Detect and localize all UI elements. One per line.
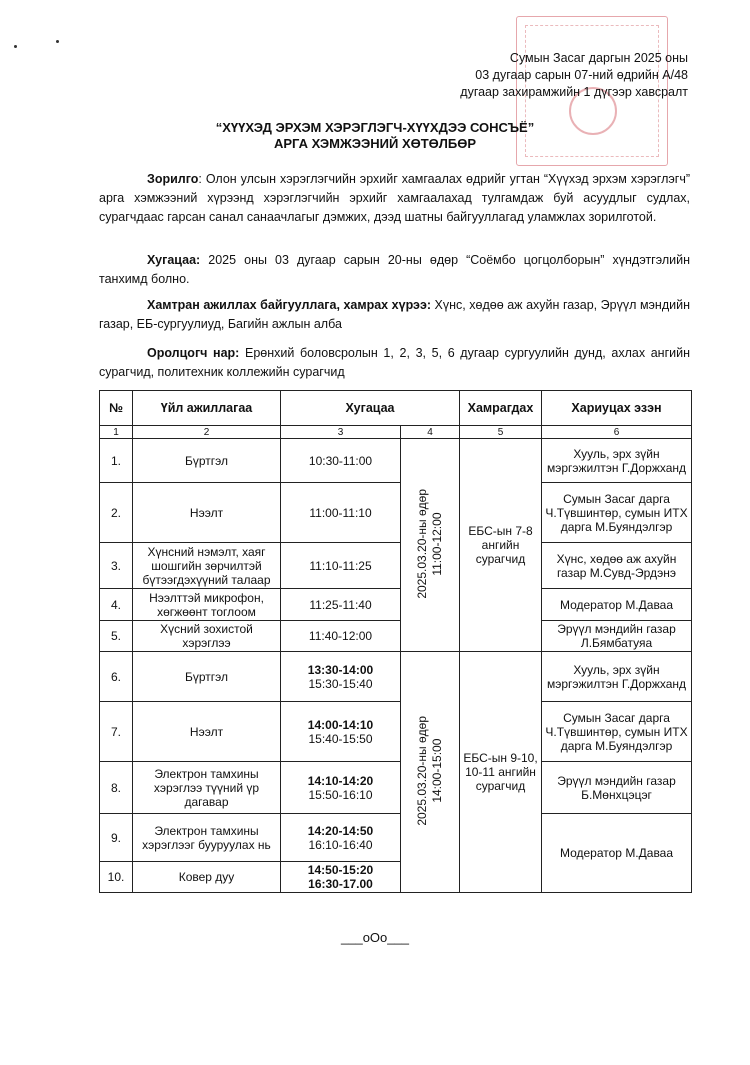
- time-primary: 11:40-12:00: [308, 629, 373, 643]
- col-number: 3: [281, 426, 401, 439]
- table-row: [100, 621, 692, 652]
- row-number: 6.: [100, 652, 133, 702]
- time-secondary: 15:30-15:40: [308, 676, 373, 691]
- participants-text: Ерөнхий боловсролын 1, 2, 3, 5, 6 дугаар сургуулийн дунд, ахлах ангийн сурагчид, политехник коллежийн сурагчид: [99, 346, 690, 379]
- table-row: [100, 439, 692, 483]
- row-time: [281, 589, 401, 621]
- partners-label: Хамтран ажиллах байгууллага, хамрах хүрээ:: [147, 298, 432, 312]
- row-time: [281, 762, 401, 814]
- group1-time-text: 11:00-12:00: [430, 511, 444, 576]
- row-activity: Нээлт: [133, 702, 281, 762]
- group1-date: [415, 489, 445, 599]
- time-secondary: 16:10-16:40: [308, 837, 373, 852]
- table-row: [100, 702, 692, 762]
- col-number: 4: [401, 426, 460, 439]
- table-row: [100, 589, 692, 621]
- document-title-line-1: “ХҮҮХЭД ЭРХЭМ ХЭРЭГЛЭГЧ-ХҮҮХДЭЭ СОНСЪЁ”: [215, 120, 535, 135]
- row-owner: Сумын Засаг дарга Ч.Түвшинтөр, сумын ИТХ дарга М.Буяндэлгэр: [542, 483, 692, 543]
- row-number: 5.: [100, 621, 133, 652]
- row-owner: Хууль, эрх зүйн мэргэжилтэн Г.Доржханд: [542, 439, 692, 483]
- time-secondary: 15:50-16:10: [308, 787, 373, 802]
- col-number: 6: [542, 426, 692, 439]
- table-row: [100, 543, 692, 589]
- row-owner: Хүнс, хөдөө аж ахуйн газар М.Сувд-Эрдэнэ: [542, 543, 692, 589]
- group1-date-cell: [401, 439, 460, 652]
- time-secondary: 15:40-15:50: [308, 731, 373, 746]
- col-number: 2: [133, 426, 281, 439]
- row-number: 9.: [100, 814, 133, 862]
- approval-line-1: Сумын Засаг даргын 2025 оны: [509, 51, 688, 65]
- time-primary: 14:10-14:20: [307, 773, 374, 788]
- partners-paragraph: [99, 296, 690, 334]
- row-number: 1.: [100, 439, 133, 483]
- group2-date-cell: [401, 652, 460, 893]
- participants-paragraph: [99, 344, 690, 382]
- time-primary: 14:20-14:50: [307, 823, 374, 838]
- goal-label: Зорилго: [147, 172, 199, 186]
- time-primary: 11:25-11:40: [309, 597, 372, 612]
- approval-line-2: 03 дугаар сарын 07-ний өдрийн А/48: [475, 68, 688, 82]
- scan-speck: [56, 40, 59, 43]
- goal-paragraph: [99, 170, 690, 227]
- row-activity: Бүртгэл: [133, 652, 281, 702]
- time-primary: 14:50-15:20: [307, 863, 374, 877]
- row-time: [281, 652, 401, 702]
- participants-label: Оролцогч нар:: [147, 346, 240, 360]
- row-number: 10.: [100, 862, 133, 893]
- header-audience: Хамрагдах: [460, 391, 542, 426]
- time-primary: 11:00-11:10: [309, 505, 372, 520]
- col-number: 5: [460, 426, 542, 439]
- row-activity: Нээлт: [133, 483, 281, 543]
- row-activity: Хүнсний нэмэлт, хаяг шошгийн зөрчилтэй бүтээгдэхүүний талаар: [133, 543, 281, 589]
- row-owner: Эрүүл мэндийн газар Л.Бямбатуяа: [542, 621, 692, 652]
- partners-text: Хүнс, хөдөө аж ахуйн газар, Эрүүл мэндийн газар, ЕБ-сургуулиуд, Багийн ажлын алба: [99, 298, 690, 331]
- row-time: [281, 862, 401, 893]
- row-activity: Ковер дуу: [133, 862, 281, 893]
- header-activity: Үйл ажиллагаа: [133, 391, 281, 426]
- group1-audience: ЕБС-ын 7-8 ангийн сурагчид: [460, 439, 542, 652]
- footer-mark: ___oOo___: [341, 930, 409, 945]
- row-number: 2.: [100, 483, 133, 543]
- scan-speck: [14, 45, 17, 48]
- time-primary: 11:10-11:25: [309, 558, 372, 573]
- goal-text: : Олон улсын хэрэглэгчийн эрхийг хамгаалах өдрийг угтан “Хүүхэд эрхэм хэрэглэгч” арга хэмжээний хүрээнд хэрэглэгчийн эрхийг хамгаалахад тулгамдаж буй асуудлыг судлах, сурагчдаас гарсан санал санаачлагыг дэмжих, дээд шатны байгууллагад уламжлах зорилготой.: [99, 172, 690, 224]
- time-text: 2025 оны 03 дугаар сарын 20-ны өдөр “Соёмбо цогцолборын” хүндэтгэлийн танхимд болно.: [99, 253, 690, 286]
- time-secondary: 16:30-17.00: [308, 877, 373, 891]
- table-row: [100, 814, 692, 862]
- group2-date: [415, 716, 445, 826]
- header-responsible: Хариуцах эзэн: [542, 391, 692, 426]
- row-activity: Бүртгэл: [133, 439, 281, 483]
- row-time: [281, 621, 401, 652]
- group2-audience: ЕБС-ын 9-10, 10-11 ангийн сурагчид: [460, 652, 542, 893]
- schedule-table: [99, 390, 692, 893]
- table-row: [100, 483, 692, 543]
- row-time: [281, 814, 401, 862]
- row-number: 4.: [100, 589, 133, 621]
- row-time: [281, 702, 401, 762]
- group2-date-text: 2025.03.20-ны өдөр: [415, 715, 429, 826]
- row-activity: Нээлттэй микрофон, хөгжөөнт тоглоом: [133, 589, 281, 621]
- row-time: [281, 439, 401, 483]
- row-activity: Хүсний зохистой хэрэглээ: [133, 621, 281, 652]
- time-label: Хугацаа:: [147, 253, 201, 267]
- row-owner: Эрүүл мэндийн газар Б.Мөнхцэцэг: [542, 762, 692, 814]
- time-paragraph: [99, 251, 690, 289]
- row-time: [281, 483, 401, 543]
- column-number-row: [100, 426, 692, 439]
- row-owner: Модератор М.Даваа: [542, 814, 692, 893]
- time-primary: 13:30-14:00: [307, 662, 374, 677]
- header-time: Хугацаа: [281, 391, 460, 426]
- row-owner: Сумын Засаг дарга Ч.Түвшинтөр, сумын ИТХ дарга М.Буяндэлгэр: [542, 702, 692, 762]
- row-owner: Модератор М.Даваа: [542, 589, 692, 621]
- row-number: 3.: [100, 543, 133, 589]
- table-header-row: [100, 391, 692, 426]
- table-row: [100, 652, 692, 702]
- row-time: [281, 543, 401, 589]
- row-owner: Хууль, эрх зүйн мэргэжилтэн Г.Доржханд: [542, 652, 692, 702]
- row-number: 8.: [100, 762, 133, 814]
- time-primary: 14:00-14:10: [307, 717, 374, 732]
- table-row: [100, 762, 692, 814]
- col-number: 1: [100, 426, 133, 439]
- document-title-line-2: АРГА ХЭМЖЭЭНИЙ ХӨТӨЛБӨР: [273, 136, 477, 151]
- group1-date-text: 2025.03.20-ны өдөр: [415, 488, 429, 599]
- time-primary: 10:30-11:00: [308, 453, 373, 468]
- approval-note: [460, 50, 688, 101]
- approval-line-3: дугаар захирамжийн 1 дүгээр хавсралт: [460, 85, 688, 99]
- header-number: №: [100, 391, 133, 426]
- row-activity: Электрон тамхины хэрэглээг бууруулах нь: [133, 814, 281, 862]
- row-activity: Электрон тамхины хэрэглээ түүний үр дагавар: [133, 762, 281, 814]
- group2-time-text: 14:00-15:00: [430, 738, 444, 803]
- row-number: 7.: [100, 702, 133, 762]
